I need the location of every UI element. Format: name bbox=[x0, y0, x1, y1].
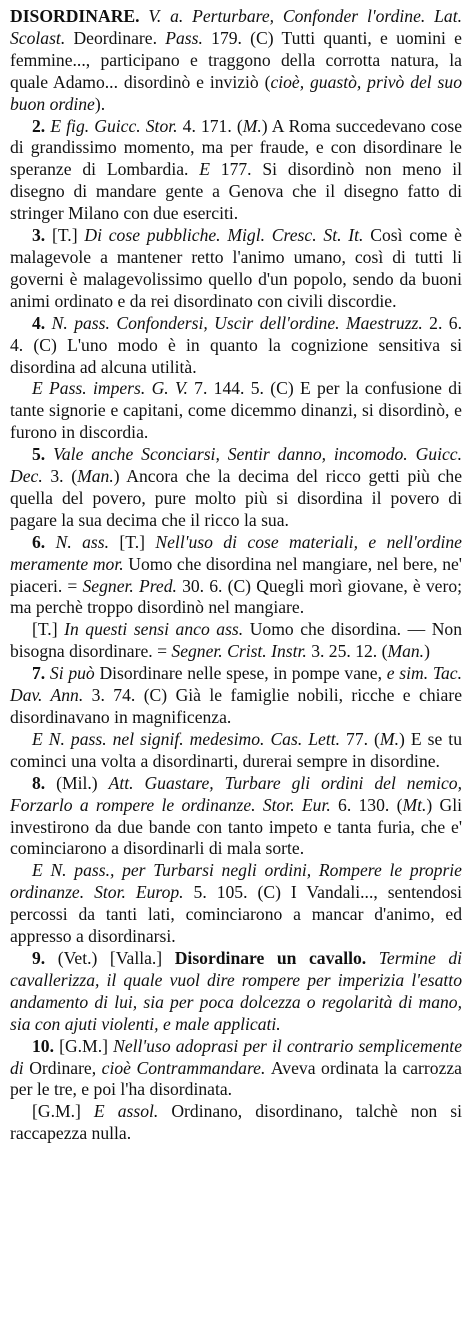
text-run: 3. ( bbox=[50, 466, 78, 487]
text-run: 177. Si disordinò non meno il disegno di mandare gente a Genova che il disegno fatto di stringer Milano con due eserciti. bbox=[10, 159, 462, 224]
text-run: Uomo che disordina. — Non bisogna disordinare. = bbox=[10, 619, 462, 662]
text-run: Ordinare, bbox=[29, 1057, 102, 1078]
italic-run: Segner. Crist. Instr. bbox=[171, 641, 312, 662]
italic-run: Termine di cavallerizza, il quale vuol dire rompere per imperizia l'esatto andamento di lui, sia per poca dolcezza o regolarità di mano, sia con ajuti violenti, e male applicati. bbox=[10, 947, 463, 1034]
text-run: [T.] bbox=[32, 619, 65, 640]
headword: DISORDINARE. bbox=[10, 6, 149, 26]
sense-number: 9. bbox=[32, 947, 58, 968]
text-run: [T.] bbox=[52, 225, 85, 246]
text-run: [G.M.] bbox=[59, 1035, 114, 1056]
text-run: Disordinare nelle spese, in pompe vane, bbox=[99, 663, 387, 684]
italic-run: cioè, guastò, privò del suo buon ordine bbox=[10, 71, 462, 114]
text-run: ) Ancora che la decima del ricco getti più che quella del povero, pure molto più si disordina il povero di pagare la sua decima che il ricco la sua. bbox=[10, 466, 463, 530]
italic-run: N. pass. Confondersi, Uscir dell'ordine. Maestruzz. bbox=[51, 312, 430, 333]
sense-paragraph bbox=[10, 663, 462, 729]
text-run: [G.M.] bbox=[32, 1101, 94, 1122]
text-run: 30. 6. (C) Quegli morì giovane, è vero; ma perchè troppo disordinò nel mangiare. bbox=[10, 575, 463, 618]
text-run: 4. 171. ( bbox=[182, 115, 243, 136]
text-run: 5. 105. (C) I Vandali..., sentendosi percossi da tanti lati, cominciarono a mancar d'animo, ed appresso a disordinarsi. bbox=[10, 882, 462, 947]
sense-paragraph bbox=[10, 378, 462, 444]
text-run: ) A Roma succedevano cose di grandissimo momento, ma per fraude, e con disordinare le speranze di Lombardia. bbox=[10, 115, 463, 180]
italic-run: Pass. bbox=[165, 27, 212, 48]
text-run: 179. (C) Tutti quanti, e uomini e femmine..., participano e traggono della corrotta natura, la quale Adamo... disordinò e inviziò ( bbox=[10, 27, 462, 92]
italic-run: Man. bbox=[387, 641, 425, 662]
italic-run: Vale anche Sconciarsi, Sentir danno, incomodo. Guicc. Dec. bbox=[10, 444, 463, 487]
sense-paragraph bbox=[10, 860, 462, 948]
sense-number: 7. bbox=[32, 663, 50, 684]
text-run: Così come è malagevole a mantener retto l'animo umano, così di tutti li governi è malagevolissimo quello d'un popolo, sendo da buoni animi ordinato e da rei disordinato con civili discordie. bbox=[10, 225, 462, 311]
text-run: 3. 74. (C) Già le famiglie nobili, ricche e chiare disordinavano in magnificenza. bbox=[10, 685, 463, 727]
italic-run: M. bbox=[379, 728, 399, 749]
italic-run: E bbox=[199, 159, 221, 180]
text-run: [T.] bbox=[119, 531, 156, 552]
text-run: 7. 144. 5. (C) E per la confusione di tante signorie e capitani, come dicemmo dinanzi, si disordinò, e furono in discordia. bbox=[10, 378, 462, 443]
italic-run: E N. pass., per Turbarsi negli ordini, Rompere le proprie ordinanze. Stor. Europ. bbox=[10, 860, 462, 903]
italic-run: E fig. Guicc. Stor. bbox=[50, 115, 183, 136]
sense-number: 3. bbox=[32, 225, 52, 246]
text-run: (Mil.) bbox=[56, 772, 109, 793]
sense-paragraph bbox=[10, 1101, 462, 1145]
text-run: Deordinare. bbox=[73, 27, 166, 48]
sense-paragraph bbox=[10, 313, 462, 379]
text-run: Uomo che disordina nel mangiare, nel bere, ne' piaceri. = bbox=[10, 553, 462, 596]
sense-number: 6. bbox=[32, 531, 56, 552]
text-run: ) bbox=[424, 641, 430, 662]
sense-number: 8. bbox=[32, 772, 57, 793]
italic-run: Nell'uso di cose materiali, e nell'ordine meramente mor. bbox=[10, 531, 462, 574]
italic-run: Mt. bbox=[402, 794, 427, 815]
sense-paragraph bbox=[10, 773, 462, 861]
text-run: 3. 25. 12. ( bbox=[311, 641, 388, 662]
sense-number: 2. bbox=[32, 115, 51, 136]
sense-paragraph bbox=[10, 225, 462, 313]
italic-run: N. ass. bbox=[55, 531, 120, 552]
italic-run: M. bbox=[242, 115, 262, 136]
sense-paragraph bbox=[10, 619, 462, 663]
headword-paragraph bbox=[10, 6, 462, 116]
italic-run: Nell'uso adoprasi per il contrario semplicemente di bbox=[10, 1035, 463, 1078]
italic-run: V. a. Perturbare, Confonder l'ordine. Lat. Scolast. bbox=[10, 6, 462, 48]
italic-run: Si può bbox=[49, 663, 100, 684]
text-run: ). bbox=[94, 93, 106, 114]
italic-run: Att. Guastare, Turbare gli ordini del nemico, Forzarlo a rompere le ordinanze. Stor. Eur. bbox=[10, 772, 462, 815]
sense-paragraph bbox=[10, 948, 462, 1036]
sense-number: 4. bbox=[32, 312, 52, 333]
text-run: ) E se tu cominci una volta a disordinarti, durerai sempre in disordine. bbox=[10, 728, 462, 771]
italic-run: E Pass. impers. G. V. bbox=[32, 378, 195, 399]
text-run: (Vet.) [Valla.] bbox=[57, 947, 175, 968]
sense-paragraph bbox=[10, 116, 462, 226]
italic-run: E N. pass. nel signif. medesimo. Cas. Lett. bbox=[32, 728, 347, 749]
sense-number: Disordinare un cavallo. bbox=[174, 947, 379, 968]
italic-run: Contrammandare. bbox=[136, 1057, 271, 1078]
text-run: ) Gli investirono da due bande con tanto impeto e tanta furia, che e' cominciarono a disordinarli di mala sorte. bbox=[10, 794, 463, 859]
text-run: 2. 6. 4. (C) L'uno modo è in quanto la cognizione sensitiva si disordina ad alcuna utilità. bbox=[10, 312, 463, 377]
italic-run: cioè bbox=[101, 1057, 137, 1078]
sense-paragraph bbox=[10, 532, 462, 620]
sense-number: 5. bbox=[32, 444, 54, 465]
sense-paragraph bbox=[10, 444, 462, 532]
italic-run: Di cose pubbliche. Migl. Cresc. St. It. bbox=[84, 225, 371, 246]
italic-run: In questi sensi anco ass. bbox=[64, 619, 250, 640]
italic-run: E assol. bbox=[93, 1101, 172, 1122]
sense-number: 10. bbox=[32, 1035, 60, 1056]
sense-paragraph bbox=[10, 1036, 462, 1102]
text-run: Aveva ordinata la carrozza per le tre, e poi l'ha disordinata. bbox=[10, 1057, 462, 1100]
text-run: Ordinano, disordinano, talchè non si raccapezza nulla. bbox=[10, 1101, 462, 1144]
italic-run: e sim. Tac. Dav. Ann. bbox=[10, 663, 463, 706]
sense-paragraph bbox=[10, 729, 462, 773]
text-run: 6. 130. ( bbox=[338, 794, 403, 815]
text-run: 77. ( bbox=[346, 728, 380, 749]
italic-run: Segner. Pred. bbox=[82, 575, 183, 596]
italic-run: Man. bbox=[77, 466, 114, 487]
